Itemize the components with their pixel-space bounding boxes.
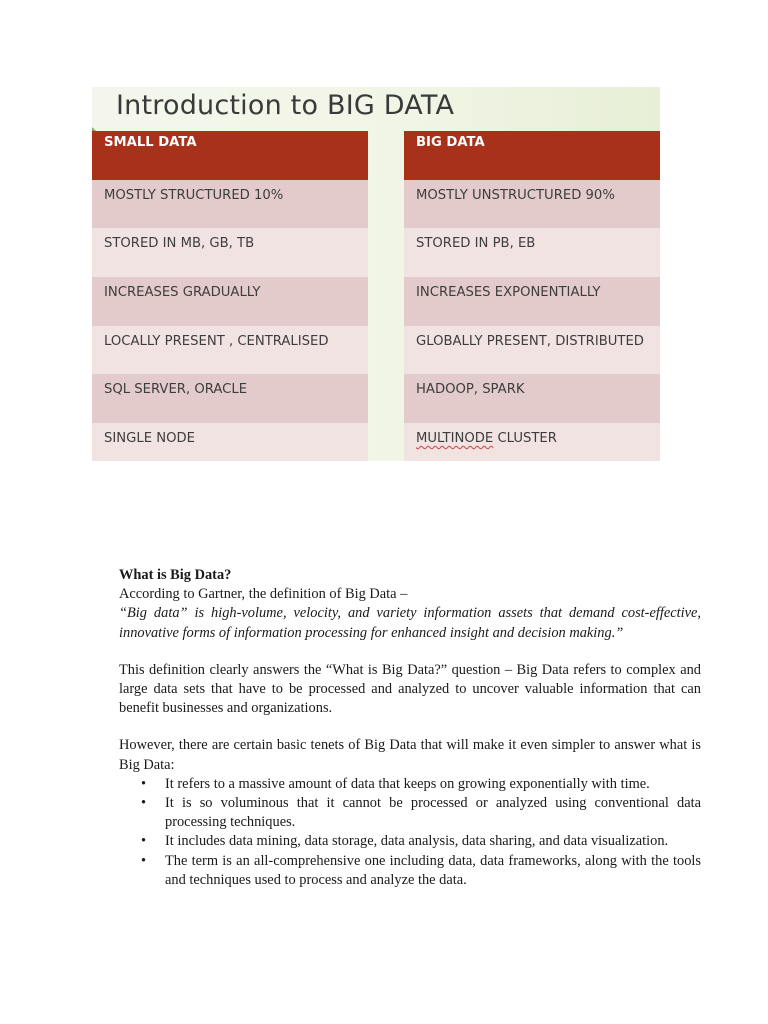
definition-paragraph: This definition clearly answers the “What is Big Data?” question – Big Data refers to complex and large data sets that have to be processed and analyzed to uncover valuable information that can benefit businesses and organizations. xyxy=(119,661,701,717)
misspelled-word: MULTINODE xyxy=(416,431,494,447)
list-item-text: It includes data mining, data storage, data analysis, data sharing, and data visualization. xyxy=(165,833,669,850)
big-data-row: MOSTLY UNSTRUCTURED 90% xyxy=(404,180,660,229)
list-item xyxy=(141,832,701,851)
bullet-icon: • xyxy=(141,795,147,812)
slide-image xyxy=(92,87,660,461)
small-data-row: LOCALLY PRESENT , CENTRALISED xyxy=(92,326,368,375)
big-data-row-text: CLUSTER xyxy=(493,431,557,447)
small-data-row: STORED IN MB, GB, TB xyxy=(92,228,368,277)
list-item xyxy=(141,775,701,794)
big-data-row xyxy=(404,423,660,461)
big-data-row: HADOOP, SPARK xyxy=(404,374,660,423)
list-item xyxy=(141,794,701,832)
big-data-header: BIG DATA xyxy=(404,131,660,180)
big-data-row: INCREASES EXPONENTIALLY xyxy=(404,277,660,326)
gartner-quote: “Big data” is high-volume, velocity, and variety information assets that demand cost-effective, innovative forms of information processing for enhanced insight and decision making.” xyxy=(119,605,701,641)
bullet-icon: • xyxy=(141,775,147,792)
list-item-text: The term is an all-comprehensive one including data, data frameworks, along with the tools and techniques used to process and analyze the data. xyxy=(165,852,701,888)
section-heading: What is Big Data? xyxy=(119,567,232,583)
slide-title: Introduction to BIG DATA xyxy=(116,90,455,121)
list-item xyxy=(141,852,701,890)
list-item-text: It refers to a massive amount of data that keeps on growing exponentially with time. xyxy=(165,775,650,792)
intro-line: According to Gartner, the definition of Big Data – xyxy=(119,586,408,603)
tenets-list xyxy=(119,775,701,890)
big-data-row: STORED IN PB, EB xyxy=(404,228,660,277)
bullet-icon: • xyxy=(141,852,147,869)
tenets-paragraph: However, there are certain basic tenets of Big Data that will make it even simpler to answer what is Big Data: xyxy=(119,737,701,773)
bullet-icon: • xyxy=(141,833,147,850)
small-data-row: SINGLE NODE xyxy=(92,423,368,461)
small-data-row: SQL SERVER, ORACLE xyxy=(92,374,368,423)
small-data-column xyxy=(92,131,368,461)
big-data-row: GLOBALLY PRESENT, DISTRIBUTED xyxy=(404,326,660,375)
small-data-header: SMALL DATA xyxy=(92,131,368,180)
small-data-row: MOSTLY STRUCTURED 10% xyxy=(92,180,368,229)
list-item-text: It is so voluminous that it cannot be processed or analyzed using conventional data processing techniques. xyxy=(165,795,701,831)
document-body xyxy=(119,566,701,890)
small-data-row: INCREASES GRADUALLY xyxy=(92,277,368,326)
big-data-column xyxy=(404,131,660,461)
